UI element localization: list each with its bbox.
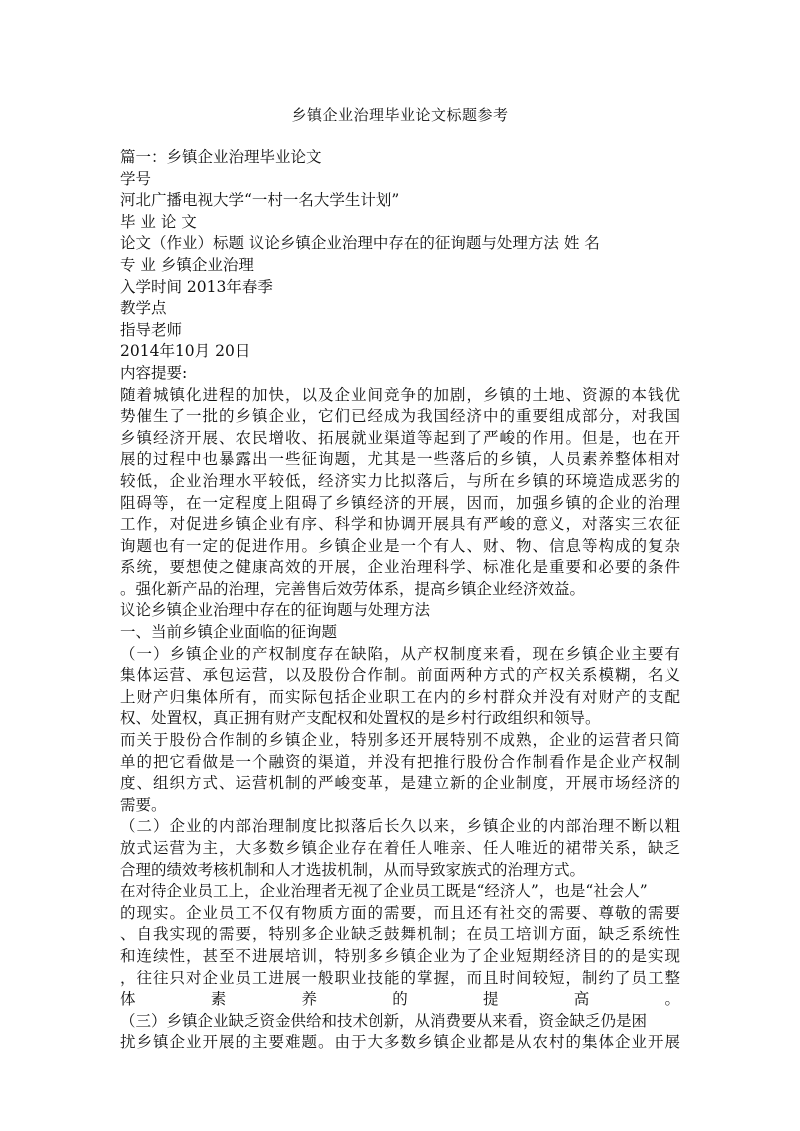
text-line: 、自我实现的需要，特别多企业缺乏鼓舞机制；在员工培训方面，缺乏系统性 xyxy=(120,925,680,944)
text-line: 一、当前乡镇企业面临的征询题 xyxy=(120,623,338,642)
text-line: 展的过程中也暴露出一些征询题，尤其是一些落后的乡镇，人员素养整体相对 xyxy=(120,450,680,469)
text-line: 体素养的提高。 xyxy=(120,990,680,1009)
text-line: 河北广播电视大学“一村一名大学生计划” xyxy=(120,191,400,210)
text-line: 询题也有一定的促进作用。乡镇企业是一个有人、财、物、信息等构成的复杂 xyxy=(120,536,680,555)
text-line: 随着城镇化进程的加快，以及企业间竞争的加剧，乡镇的土地、资源的本钱优 xyxy=(120,385,680,404)
text-line: 较低，企业治理水平较低，经济实力比拟落后，与所在乡镇的环境造成恶劣的 xyxy=(120,471,680,490)
document-body xyxy=(120,147,680,1054)
text-line: 学号 xyxy=(120,169,152,188)
text-line: 在对待企业员工上，企业治理者无视了企业员工既是“经济人”，也是“社会人” xyxy=(120,882,648,901)
text-line: （二）企业的内部治理制度比拟落后长久以来，乡镇企业的内部治理不断以粗 xyxy=(120,817,680,836)
text-line: 指导老师 xyxy=(120,320,183,339)
text-line: 上财产归集体所有，而实际包括企业职工在内的乡村群众并没有对财产的支配 xyxy=(120,687,680,706)
text-line: （三）乡镇企业缺乏资金供给和技术创新，从消费要从来看，资金缺乏仍是困 xyxy=(120,1011,648,1030)
text-line: 和连续性，甚至不进展培训，特别多乡镇企业为了企业短期经济目的的是实现 xyxy=(120,946,680,965)
text-line: 单的把它看做是一个融资的渠道，并没有把推行股份合作制看作是企业产权制 xyxy=(120,752,680,771)
text-line: 势催生了一批的乡镇企业，它们已经成为我国经济中的重要组成部分，对我国 xyxy=(120,407,680,426)
text-line: 内容提要: xyxy=(120,363,188,382)
text-line: 乡镇经济开展、农民增收、拓展就业渠道等起到了严峻的作用。但是，也在开 xyxy=(120,428,680,447)
document-title: 乡镇企业治理毕业论文标题参考 xyxy=(291,106,509,124)
text-line: 。强化新产品的治理，完善售后效劳体系，提高乡镇企业经济效益。 xyxy=(120,579,586,598)
text-line: 度、组织方式、运营机制的严峻变革，是建立新的企业制度，开展市场经济的 xyxy=(120,774,680,793)
text-line: 教学点 xyxy=(120,299,167,318)
text-line: 篇一：乡镇企业治理毕业论文 xyxy=(120,148,322,166)
text-line: 论文（作业）标题 议论乡镇企业治理中存在的征询题与处理方法 姓 名 xyxy=(120,234,600,253)
text-line: 合理的绩效考核机制和人才选拔机制，从而导致家族式的治理方式。 xyxy=(120,860,586,879)
text-line: 专 业 乡镇企业治理 xyxy=(120,255,254,274)
text-line: 需要。 xyxy=(120,795,167,814)
text-line: 集体运营、承包运营，以及股份合作制。前面两种方式的产权关系模糊，名义 xyxy=(120,666,680,685)
text-line: 的现实。企业员工不仅有物质方面的需要，而且还有社交的需要、尊敬的需要 xyxy=(120,903,680,922)
text-line: 阻碍等，在一定程度上阻碍了乡镇经济的开展，因而，加强乡镇的企业的治理 xyxy=(120,493,680,512)
text-line: （一）乡镇企业的产权制度存在缺陷，从产权制度来看，现在乡镇企业主要有 xyxy=(120,644,680,663)
text-line: 2014年10月 20日 xyxy=(120,342,251,361)
text-line: 权、处置权，真正拥有财产支配权和处置权的是乡村行政组织和领导。 xyxy=(120,709,601,728)
text-line: 扰乡镇企业开展的主要难题。由于大多数乡镇企业都是从农村的集体企业开展 xyxy=(120,1033,680,1052)
text-line: 工作，对促进乡镇企业有序、科学和协调开展具有严峻的意义，对落实三农征 xyxy=(120,515,680,534)
text-line: 而关于股份合作制的乡镇企业，特别多还开展特别不成熟，企业的运营者只简 xyxy=(120,731,680,750)
text-line: 毕 业 论 文 xyxy=(120,212,197,231)
text-line: 系统，要想使之健康高效的开展，企业治理科学、标准化是重要和必要的条件 xyxy=(120,558,680,577)
text-line: ，往往只对企业员工进展一般职业技能的掌握，而且时间较短，制约了员工整 xyxy=(120,968,680,987)
text-line: 入学时间 2013年春季 xyxy=(120,277,273,296)
text-line: 议论乡镇企业治理中存在的征询题与处理方法 xyxy=(120,601,431,620)
text-line: 放式运营为主，大多数乡镇企业存在着任人唯亲、任人唯近的裙带关系，缺乏 xyxy=(120,839,680,857)
